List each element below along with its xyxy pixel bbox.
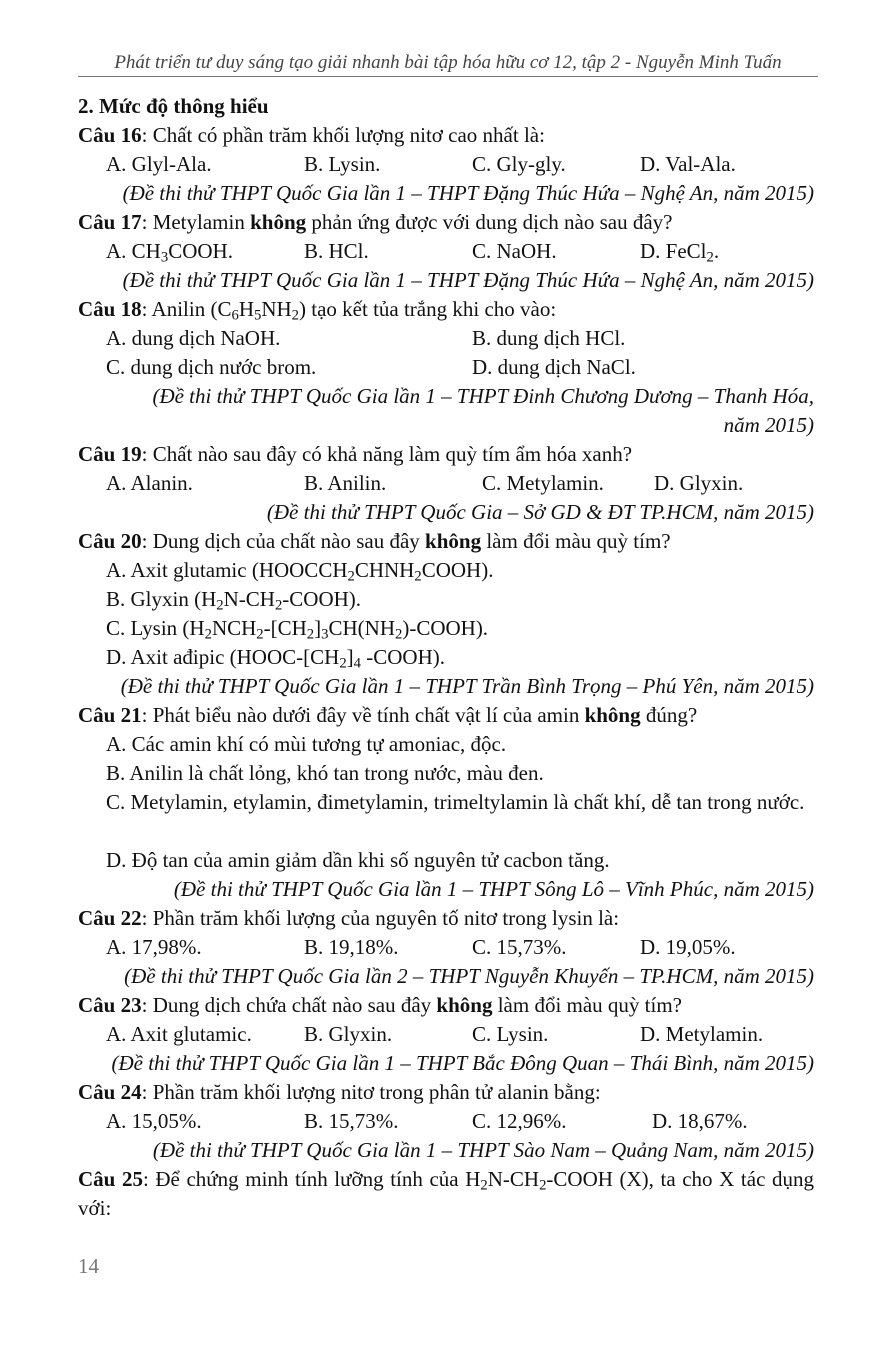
options-row [78, 1107, 814, 1136]
question-label: Câu 20 [78, 529, 142, 553]
question-label: Câu 16 [78, 123, 142, 147]
page-number: 14 [78, 1254, 99, 1278]
question-text: : Phát biểu nào dưới đây về tính chất vật lí của amin [141, 703, 585, 727]
question-text: : Dung dịch của chất nào sau đây [141, 529, 426, 553]
question-22 [78, 904, 814, 933]
option-b: B. 15,73%. [304, 1109, 399, 1133]
source-citation: (Đề thi thử THPT Quốc Gia lần 1 – THPT Trần Bình Trọng – Phú Yên, năm 2015) [120, 674, 814, 698]
option-d: D. dung dịch NaCl. [472, 355, 636, 379]
question-21 [78, 701, 814, 730]
options-row [78, 469, 814, 498]
option-c: C. Gly-gly. [472, 152, 566, 176]
source-citation: (Đề thi thử THPT Quốc Gia lần 1 – THPT Đặng Thúc Hứa – Nghệ An, năm 2015) [122, 268, 814, 292]
question-text: : Dung dịch chứa chất nào sau đây [141, 993, 437, 1017]
question-label: Câu 25 [78, 1167, 143, 1191]
section-title: 2. Mức độ thông hiểu [78, 94, 269, 118]
question-label: Câu 17 [78, 210, 142, 234]
option-b: B. HCl. [304, 239, 369, 263]
emphasis: không [250, 210, 307, 234]
source-citation: (Đề thi thử THPT Quốc Gia lần 1 – THPT Sông Lô – Vĩnh Phúc, năm 2015) [173, 877, 814, 901]
question-text: phản ứng được với dung dịch nào sau đây? [306, 210, 673, 234]
option-d: D. Metylamin. [640, 1022, 764, 1046]
option-c: C. Metylamin. [482, 471, 604, 495]
options-row [78, 237, 814, 266]
question-23 [78, 991, 814, 1020]
option-c: C. NaOH. [472, 239, 557, 263]
question-20 [78, 527, 814, 556]
question-text: : Phần trăm khối lượng của nguyên tố nitơ trong lysin là: [141, 906, 620, 930]
option-c: C. Lysin $(H_2NCH_2-[CH_2]_3CH(NH_2)-COOH)$. [106, 616, 489, 643]
option-b: B. Glyxin $(H_2N-CH_2-COOH)$. [106, 587, 362, 614]
question-19 [78, 440, 814, 469]
emphasis: không [436, 993, 493, 1017]
source-citation-continued: năm 2015) [723, 413, 814, 437]
question-text: : Phần trăm khối lượng nitơ trong phân tử alanin bằng: [141, 1080, 601, 1104]
emphasis: không [425, 529, 482, 553]
option-b: B. Anilin là chất lỏng, khó tan trong nước, màu đen. [106, 761, 544, 785]
options-row [78, 1020, 814, 1049]
option-b: B. dung dịch HCl. [472, 326, 626, 350]
option-d: D. Axit ađipic ($HOOC-[CH_2]_4$ -COOH). [106, 645, 445, 672]
options-row [78, 150, 814, 179]
source-citation: (Đề thi thử THPT Quốc Gia lần 1 – THPT Sào Nam – Quảng Nam, năm 2015) [152, 1138, 814, 1162]
question-16 [78, 121, 814, 150]
option-a: A. Alanin. [106, 471, 193, 495]
question-label: Câu 21 [78, 703, 142, 727]
option-c: C. Lysin. [472, 1022, 549, 1046]
option-c: C. Metylamin, etylamin, đimetylamin, trimeltylamin là chất khí, dễ tan trong nước. [106, 790, 805, 814]
options-row [78, 933, 814, 962]
option-a: A. Axit glutamic. [106, 1022, 252, 1046]
option-d: D. Độ tan của amin giảm dần khi số nguyên tử cacbon tăng. [106, 848, 610, 872]
question-label: Câu 19 [78, 442, 142, 466]
question-text: làm đổi màu quỳ tím? [492, 993, 683, 1017]
source-citation: (Đề thi thử THPT Quốc Gia lần 1 – THPT Bắc Đông Quan – Thái Bình, năm 2015) [111, 1051, 814, 1075]
option-d: D. Glyxin. [654, 471, 744, 495]
question-text: : Metylamin [141, 210, 251, 234]
question-25 [78, 1165, 814, 1223]
source-citation: (Đề thi thử THPT Quốc Gia – Sở GD & ĐT TP.HCM, năm 2015) [266, 500, 814, 524]
source-citation: (Đề thi thử THPT Quốc Gia lần 2 – THPT Nguyễn Khuyến – TP.HCM, năm 2015) [124, 964, 814, 988]
option-a: A. Axit glutamic $(HOOCCH_2CHNH_2COOH)$. [106, 558, 494, 585]
question-text: : Anilin $(C_6H_5NH_2)$ tạo kết tủa trắng khi cho vào: [141, 297, 557, 324]
option-d: D. FeCl$_2$. [640, 239, 720, 266]
option-a: A. Các amin khí có mùi tương tự amoniac, độc. [106, 732, 507, 756]
option-b: B. Lysin. [304, 152, 381, 176]
option-d: D. 18,67%. [652, 1109, 748, 1133]
question-text: đúng? [640, 703, 698, 727]
question-text: : Chất có phần trăm khối lượng nitơ cao nhất là: [141, 123, 545, 147]
option-a: A. $CH_3COOH$. [106, 239, 233, 266]
question-18 [78, 295, 814, 324]
question-text: : Chất nào sau đây có khả năng làm quỳ tím ẩm hóa xanh? [141, 442, 633, 466]
question-label: Câu 24 [78, 1080, 142, 1104]
options-row [78, 324, 814, 353]
question-text: làm đổi màu quỳ tím? [481, 529, 671, 553]
question-label: Câu 22 [78, 906, 142, 930]
option-d: D. 19,05%. [640, 935, 736, 959]
option-c: C. dung dịch nước brom. [106, 355, 317, 379]
option-d: D. Val-Ala. [640, 152, 736, 176]
option-b: B. 19,18%. [304, 935, 399, 959]
question-24 [78, 1078, 814, 1107]
option-c: C. 12,96%. [472, 1109, 567, 1133]
option-b: B. Glyxin. [304, 1022, 393, 1046]
question-label: Câu 18 [78, 297, 142, 321]
question-text: : Để chứng minh tính lưỡng tính của $H_2N-CH_2$-COOH (X), ta cho X tác dụng với: [78, 1167, 814, 1220]
option-a: A. 15,05%. [106, 1109, 202, 1133]
option-a: A. dung dịch NaOH. [106, 326, 281, 350]
running-header: Phát triển tư duy sáng tạo giải nhanh bài tập hóa hữu cơ 12, tập 2 - Nguyễn Minh Tuấn [78, 52, 818, 77]
page-content [78, 92, 814, 1223]
option-c: C. 15,73%. [472, 935, 567, 959]
option-a: A. Glyl-Ala. [106, 152, 212, 176]
emphasis: không [584, 703, 641, 727]
question-17 [78, 208, 814, 237]
option-a: A. 17,98%. [106, 935, 202, 959]
source-citation: (Đề thi thử THPT Quốc Gia lần 1 – THPT Đinh Chương Dương – Thanh Hóa, [152, 384, 814, 408]
options-row [78, 353, 814, 382]
source-citation: (Đề thi thử THPT Quốc Gia lần 1 – THPT Đặng Thúc Hứa – Nghệ An, năm 2015) [122, 181, 814, 205]
question-label: Câu 23 [78, 993, 142, 1017]
option-b: B. Anilin. [304, 471, 387, 495]
